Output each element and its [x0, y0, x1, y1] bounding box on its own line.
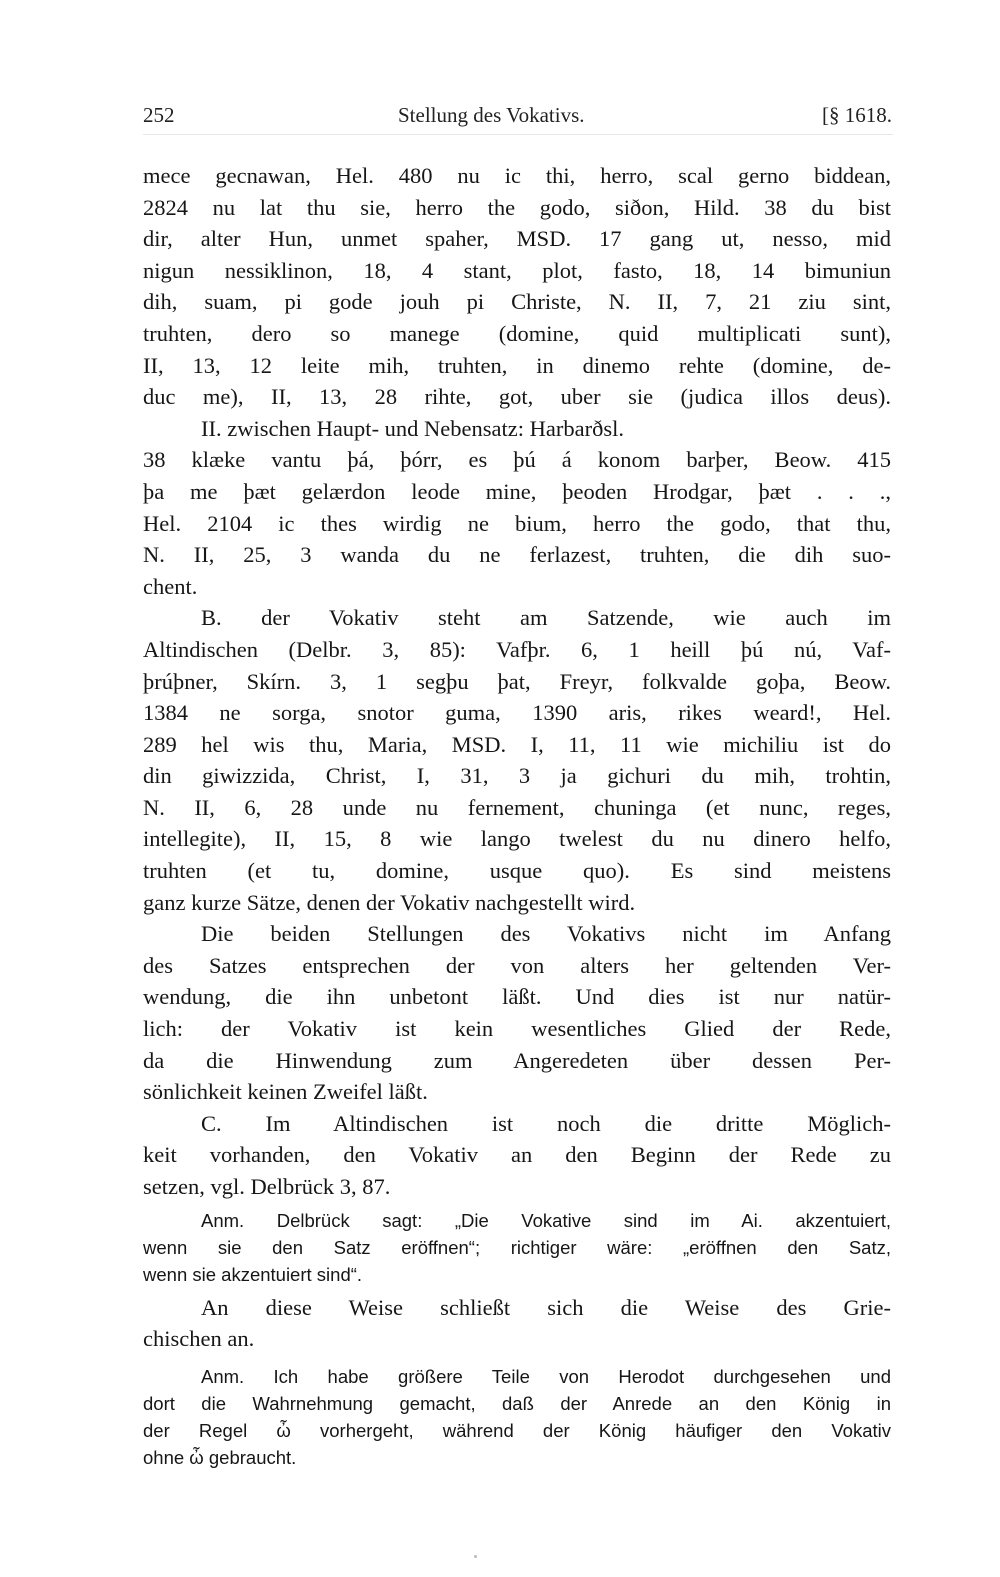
text-line: 38 klæke vantu þá, þórr, es þú á konom barþer, Beow. 415	[143, 447, 891, 473]
text-line: B. der Vokativ steht am Satzende, wie auch im	[201, 605, 891, 631]
text-line: nigun nessiklinon, 18, 4 stant, plot, fasto, 18, 14 bimuniun	[143, 257, 891, 283]
header-rule	[143, 134, 893, 135]
text-line: din giwizzida, Christ, I, 31, 3 ja gichuri du mih, trohtin,	[143, 763, 891, 789]
section-number: [§ 1618.	[822, 103, 892, 127]
text-line: þa me þæt gelærdon leode mine, þeoden Hrodgar, þæt . . .,	[143, 478, 891, 504]
footnote-line: ohne ὦ gebraucht.	[143, 1446, 297, 1468]
text-line: keit vorhanden, den Vokativ an den Beginn der Rede zu	[143, 1142, 891, 1168]
text-line: dir, alter Hun, unmet spaher, MSD. 17 gang ut, nesso, mid	[143, 226, 891, 252]
text-line: An diese Weise schließt sich die Weise des Grie-	[201, 1294, 891, 1320]
footnote-line: wenn sie akzentuiert sind“.	[143, 1263, 363, 1285]
text-line: Die beiden Stellungen des Vokativs nicht im Anfang	[201, 921, 891, 947]
page-body	[143, 160, 891, 1471]
text-line: truhten (et tu, domine, usque quo). Es sind meistens	[143, 858, 891, 884]
footnote-line: wenn sie den Satz eröffnen“; richtiger wäre: „eröffnen den Satz,	[143, 1236, 891, 1258]
text-line: Altindischen (Delbr. 3, 85): Vafþr. 6, 1 heill þú nú, Vaf-	[143, 636, 891, 662]
footnote-line: Anm. Delbrück sagt: „Die Vokative sind im Ai. akzentuiert,	[201, 1209, 891, 1231]
text-line: setzen, vgl. Delbrück 3, 87.	[143, 1174, 391, 1199]
text-line: wendung, die ihn unbetont läßt. Und dies ist nur natür-	[143, 984, 891, 1010]
text-line: intellegite), II, 15, 8 wie lango twelest du nu dinero helfo,	[143, 826, 891, 852]
footnote-line: Anm. Ich habe größere Teile von Herodot durchgesehen und	[201, 1365, 891, 1387]
text-line: C. Im Altindischen ist noch die dritte Möglich-	[201, 1110, 891, 1136]
text-line: chischen an.	[143, 1326, 255, 1352]
text-line: truhten, dero so manege (domine, quid multiplicati sunt),	[143, 320, 891, 346]
page-header	[143, 103, 892, 137]
text-line: ganz kurze Sätze, denen der Vokativ nachgestellt wird.	[143, 889, 636, 915]
text-line: da die Hinwendung zum Angeredeten über dessen Per-	[143, 1047, 891, 1073]
text-line: N. II, 25, 3 wanda du ne ferlazest, truhten, die dih suo-	[143, 542, 891, 568]
text-line: dih, suam, pi gode jouh pi Christe, N. II, 7, 21 ziu sint,	[143, 289, 891, 315]
text-line: des Satzes entsprechen der von alters her geltenden Ver-	[143, 952, 891, 978]
text-line: II, 13, 12 leite mih, truhten, in dinemo rehte (domine, de-	[143, 352, 891, 378]
text-line: 1384 ne sorga, snotor guma, 1390 aris, rikes weard!, Hel.	[143, 700, 891, 726]
text-line: þrúþner, Skírn. 3, 1 segþu þat, Freyr, folkvalde goþa, Beow.	[143, 668, 891, 694]
running-title: Stellung des Vokativs.	[398, 103, 585, 127]
text-line: II. zwischen Haupt- und Nebensatz: Harbarðsl.	[201, 415, 624, 441]
text-line: Hel. 2104 ic thes wirdig ne bium, herro the godo, that thu,	[143, 510, 891, 536]
text-line: 2824 nu lat thu sie, herro the godo, siðon, Hild. 38 du bist	[143, 194, 891, 220]
text-line: mece gecnawan, Hel. 480 nu ic thi, herro, scal gerno biddean,	[143, 163, 891, 188]
text-line: duc me), II, 13, 28 rihte, got, uber sie (judica illos deus).	[143, 384, 891, 410]
text-line: lich: der Vokativ ist kein wesentliches Glied der Rede,	[143, 1016, 891, 1042]
text-line: sönlichkeit keinen Zweifel läßt.	[143, 1079, 428, 1105]
footnote-line: dort die Wahrnehmung gemacht, daß der Anrede an den König in	[143, 1392, 891, 1414]
footnote-line: der Regel ὦ vorhergeht, während der König häufiger den Vokativ	[143, 1419, 891, 1441]
text-line: chent.	[143, 573, 198, 599]
page-number: 252	[143, 103, 175, 127]
paper-speck	[474, 1555, 477, 1558]
text-line: N. II, 6, 28 unde nu fernement, chuninga (et nunc, reges,	[143, 794, 891, 820]
text-line: 289 hel wis thu, Maria, MSD. I, 11, 11 wie michiliu ist do	[143, 731, 891, 757]
